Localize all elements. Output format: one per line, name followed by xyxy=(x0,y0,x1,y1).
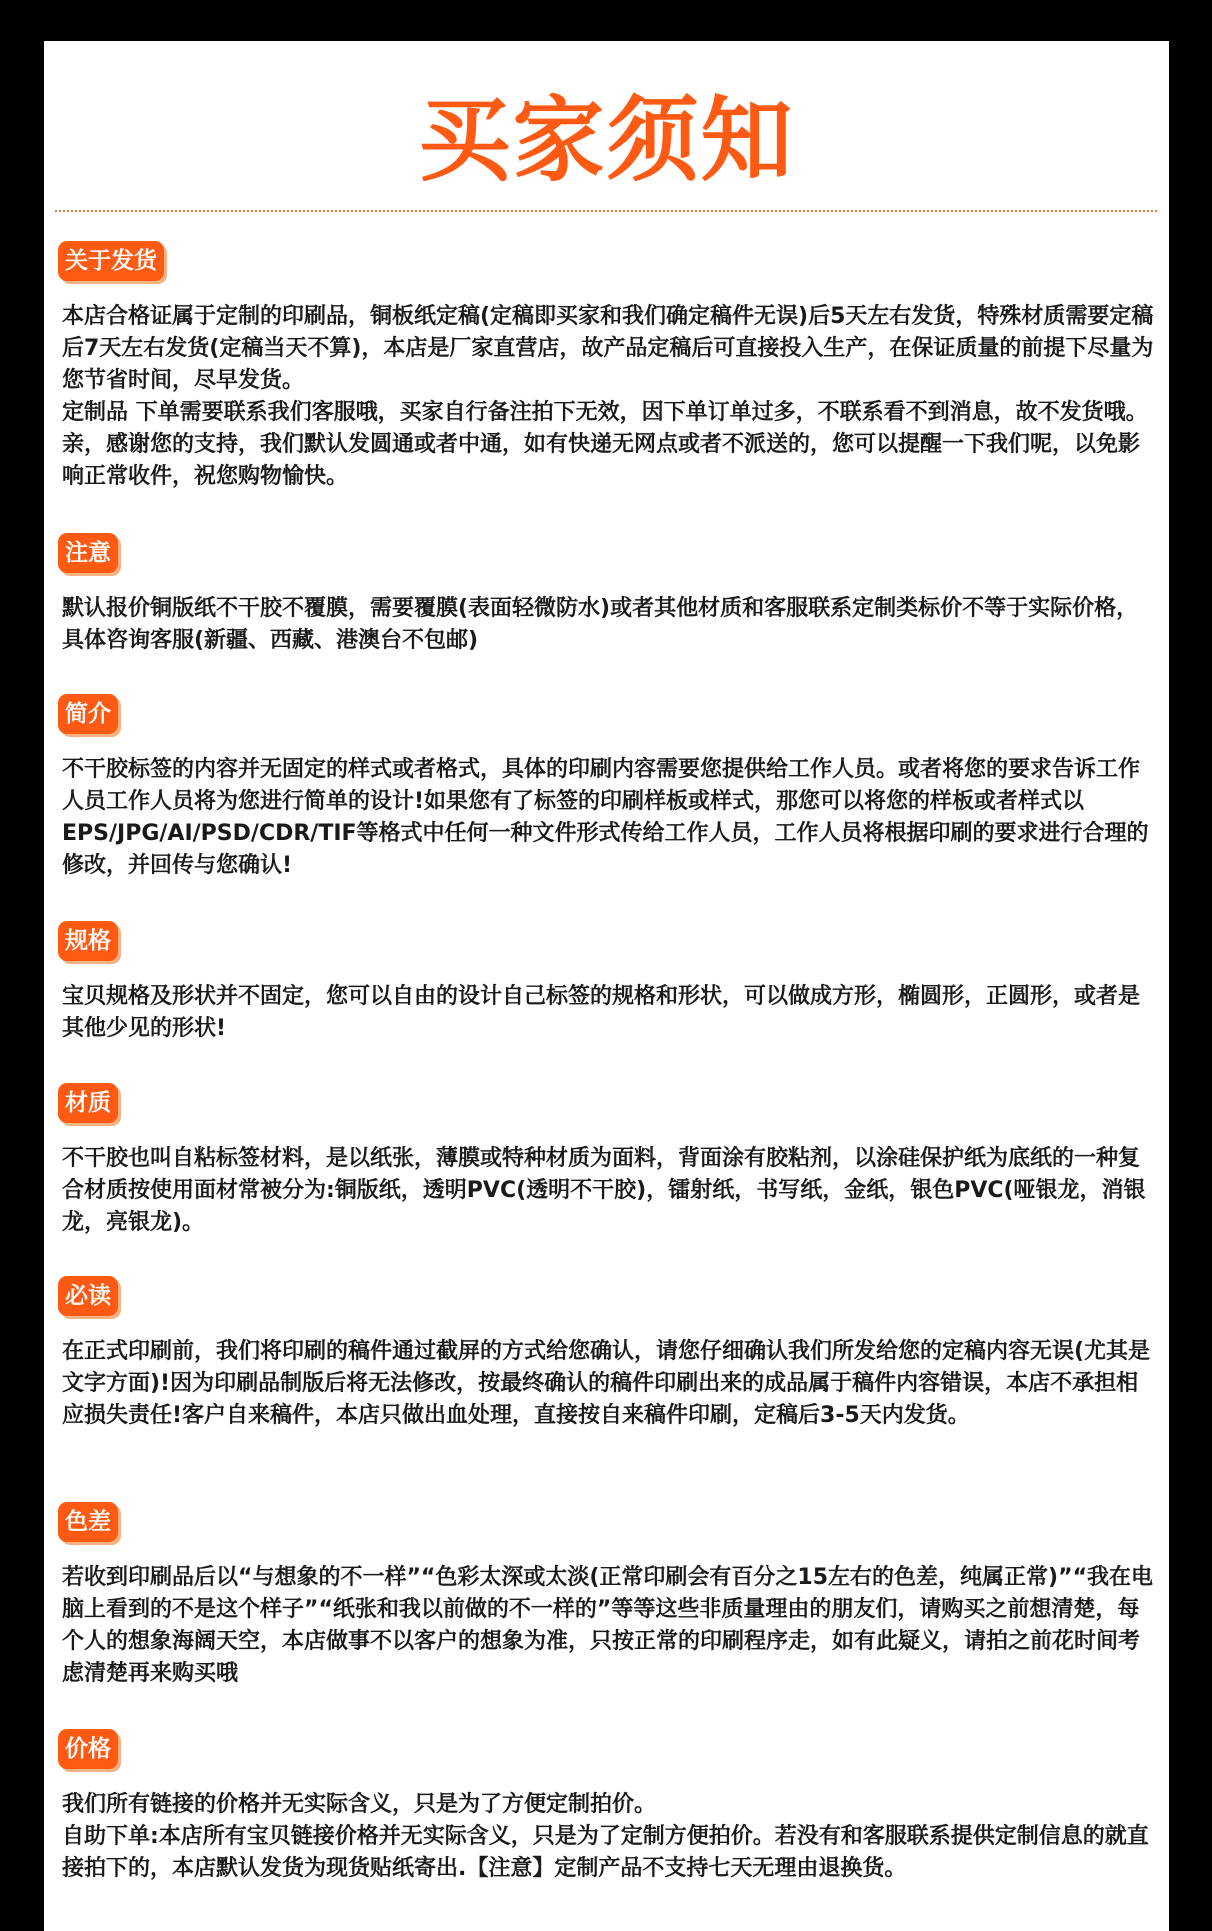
section-badge: 必读 xyxy=(58,1276,118,1316)
section-body xyxy=(58,981,1158,1045)
section-body xyxy=(58,1562,1158,1690)
section-badge: 价格 xyxy=(58,1729,118,1769)
section-paragraph: 本店合格证属于定制的印刷品，铜板纸定稿(定稿即买家和我们确定稿件无误)后5天左右发货，特殊材质需要定稿后7天左右发货(定稿当天不算)，本店是厂家直营店，故产品定稿后可直接投入生产，在保证质量的前提下尽量为您节省时间，尽早发货。 xyxy=(62,304,1154,393)
page-title: 买家须知 xyxy=(418,87,795,194)
section-intro xyxy=(58,694,1158,882)
section-body xyxy=(58,1143,1158,1239)
section-badge: 色差 xyxy=(58,1502,118,1542)
section-badge: 规格 xyxy=(58,921,118,961)
notice-card xyxy=(44,41,1169,1931)
section-paragraph: 不干胶标签的内容并无固定的样式或者格式，具体的印刷内容需要您提供给工作人员。或者将您的要求告诉工作人员工作人员将为您进行简单的设计!如果您有了标签的印刷样板或样式，那您可以将您的样板或者样式以EPS/JPG/AI/PSD/CDR/TIF等格式中任何一种文件形式传给工作人员，工作人员将根据印刷的要求进行合理的修改，并回传与您确认! xyxy=(62,757,1149,878)
section-paragraph: 若收到印刷品后以“与想象的不一样”“色彩太深或太淡(正常印刷会有百分之15左右的色差，纯属正常)”“我在电脑上看到的不是这个样子”“纸张和我以前做的不一样的”等等这些非质量理由的朋友们，请购买之前想清楚，每个人的想象海阔天空，本店做事不以客户的想象为准，只按正常的印刷程序走，如有此疑义，请拍之前花时间考虑清楚再来购买哦 xyxy=(62,1565,1154,1686)
section-color-diff xyxy=(58,1502,1158,1690)
section-paragraph: 在正式印刷前，我们将印刷的稿件通过截屏的方式给您确认，请您仔细确认我们所发给您的定稿内容无误(尤其是文字方面)!因为印刷品制版后将无法修改，按最终确认的稿件印刷出来的成品属于稿件内容错误，本店不承担相应损失责任!客户自来稿件，本店只做出血处理，直接按自来稿件印刷，定稿后3-5天内发货。 xyxy=(62,1339,1151,1428)
section-badge: 简介 xyxy=(58,694,118,734)
section-body xyxy=(58,754,1158,882)
section-paragraph: 定制品 下单需要联系我们客服哦，买家自行备注拍下无效，因下单订单过多，不联系看不到消息，故不发货哦。亲，感谢您的支持，我们默认发圆通或者中通，如有快递无网点或者不派送的，您可以提醒一下我们呢，以免影响正常收件，祝您购物愉快。 xyxy=(62,400,1148,489)
section-body xyxy=(58,301,1158,493)
section-paragraph: 默认报价铜版纸不干胶不覆膜，需要覆膜(表面轻微防水)或者其他材质和客服联系定制类标价不等于实际价格，具体咨询客服(新疆、西藏、港澳台不包邮) xyxy=(62,596,1139,653)
dotted-divider xyxy=(55,210,1157,212)
section-paragraph: 宝贝规格及形状并不固定，您可以自由的设计自己标签的规格和形状，可以做成方形，椭圆形，正圆形，或者是其他少见的形状! xyxy=(62,984,1141,1041)
section-paragraph: 自助下单:本店所有宝贝链接价格并无实际含义，只是为了定制方便拍价。若没有和客服联系提供定制信息的就直接拍下的，本店默认发货为现货贴纸寄出.【注意】定制产品不支持七天无理由退换货。 xyxy=(62,1824,1149,1881)
section-spec xyxy=(58,921,1158,1045)
section-price xyxy=(58,1729,1158,1885)
section-attention xyxy=(58,533,1158,657)
section-paragraph: 我们所有链接的价格并无实际含义，只是为了方便定制拍价。 xyxy=(62,1792,657,1817)
section-shipping xyxy=(58,241,1158,493)
section-badge: 材质 xyxy=(58,1083,118,1123)
section-badge: 注意 xyxy=(58,533,118,573)
section-paragraph: 不干胶也叫自粘标签材料，是以纸张，薄膜或特种材质为面料，背面涂有胶粘剂，以涂硅保护纸为底纸的一种复合材质按使用面材常被分为:铜版纸，透明PVC(透明不干胶)，镭射纸，书写纸，金纸，银色PVC(哑银龙，消银龙，亮银龙)。 xyxy=(62,1146,1146,1235)
section-body xyxy=(58,1789,1158,1885)
section-material xyxy=(58,1083,1158,1239)
section-badge: 关于发货 xyxy=(58,241,164,281)
section-must-read xyxy=(58,1276,1158,1432)
section-body xyxy=(58,1336,1158,1432)
section-body xyxy=(58,593,1158,657)
